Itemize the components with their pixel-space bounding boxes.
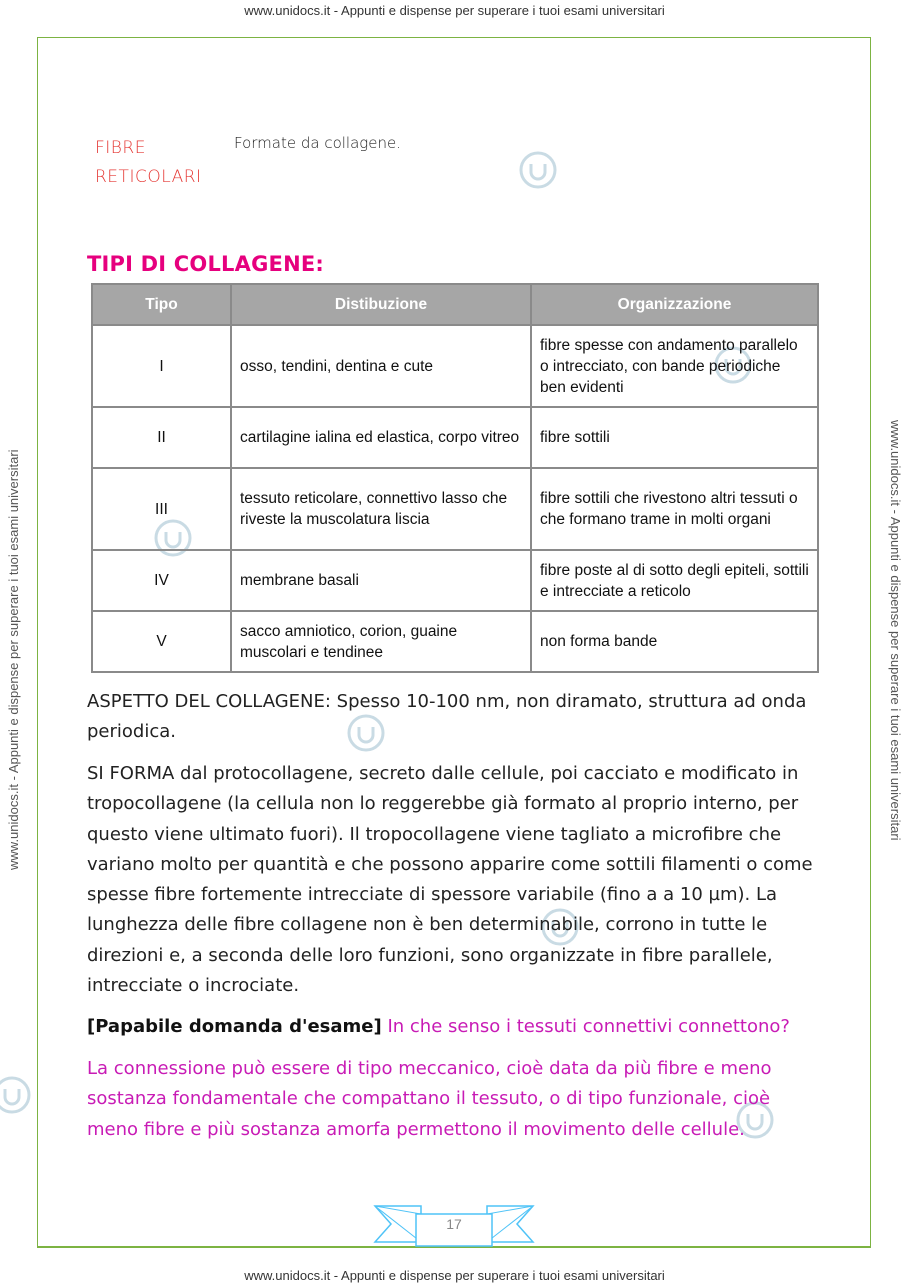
cell-organizzazione: fibre poste al di sotto degli epiteli, sottili e intrecciate a reticolo <box>531 550 818 611</box>
footer-watermark: www.unidocs.it - Appunti e dispense per superare i tuoi esami universitari <box>244 1268 665 1283</box>
unidocs-logo-icon <box>0 1075 32 1115</box>
cell-tipo: V <box>92 611 231 672</box>
exam-question-text: In che senso i tessuti connettivi connettono? <box>387 1016 790 1037</box>
cell-distribuzione: tessuto reticolare, connettivo lasso che riveste la muscolatura liscia <box>231 468 531 550</box>
exam-answer: La connessione può essere di tipo meccanico, cioè data da più fibre e meno sostanza fondamentale che compattano il tessuto, o di tipo funzionale, cioè meno fibre e più sostanza amorfa permettono il movimento delle cellule. <box>87 1058 772 1140</box>
cell-distribuzione: sacco amniotico, corion, guaine muscolari e tendinee <box>231 611 531 672</box>
cell-tipo: III <box>92 468 231 550</box>
paragraph-si-forma: SI FORMA dal protocollagene, secreto dalle cellule, poi cacciato e modificato in tropocollagene (la cellula non lo reggerebbe già formato al proprio interno, per questo viene ultimato fuori). Il tropocollagene viene tagliato a microfibre che variano molto per quantità e che possono apparire come sottili filamenti o come spesse fibre fortemente intrecciate di spessore variabile (fino a a 10 µm). La lunghezza delle fibre collagene non è ben determinabile, corrono in tutte le direzioni e, a seconda delle loro funzioni, sono organizzate in fibre parallele, intrecciate o incrociate. <box>87 763 813 997</box>
table-row <box>92 550 818 611</box>
cell-organizzazione: fibre spesse con andamento parallelo o intrecciato, con bande periodiche ben evidenti <box>531 325 818 407</box>
side-watermark-right: www.unidocs.it - Appunti e dispense per superare i tuoi esami universitari <box>888 420 903 841</box>
exam-question-tag: [Papabile domanda d'esame] <box>87 1016 382 1037</box>
column-header-tipo: Tipo <box>92 284 231 325</box>
exam-question <box>87 1012 822 1042</box>
collagen-types-table <box>91 283 819 673</box>
cell-distribuzione: cartilagine ialina ed elastica, corpo vitreo <box>231 407 531 468</box>
cell-distribuzione: osso, tendini, dentina e cute <box>231 325 531 407</box>
paragraph-aspetto: ASPETTO DEL COLLAGENE: Spesso 10-100 nm, non diramato, struttura ad onda periodica. <box>87 691 807 743</box>
table-row <box>92 325 818 407</box>
cell-tipo: I <box>92 325 231 407</box>
section-title: TIPI DI COLLAGENE: <box>87 252 324 276</box>
page-number: 17 <box>446 1216 462 1232</box>
side-watermark-left: www.unidocs.it - Appunti e dispense per superare i tuoi esami universitari <box>6 449 21 870</box>
cell-organizzazione: fibre sottili che rivestono altri tessuti o che formano trame in molti organi <box>531 468 818 550</box>
fibre-definition: Formate da collagene. <box>234 134 402 152</box>
table-row <box>92 407 818 468</box>
table-row <box>92 468 818 550</box>
cell-tipo: IV <box>92 550 231 611</box>
column-header-distribuzione: Distibuzione <box>231 284 531 325</box>
cell-distribuzione: membrane basali <box>231 550 531 611</box>
cell-tipo: II <box>92 407 231 468</box>
fibre-term: FIBRE RETICOLARI <box>95 138 202 187</box>
table-header-row <box>92 284 818 325</box>
unidocs-logo-icon <box>518 150 558 190</box>
cell-organizzazione: fibre sottili <box>531 407 818 468</box>
table-row <box>92 611 818 672</box>
column-header-organizzazione: Organizzazione <box>531 284 818 325</box>
cell-organizzazione: non forma bande <box>531 611 818 672</box>
header-watermark: www.unidocs.it - Appunti e dispense per superare i tuoi esami universitari <box>244 3 665 18</box>
